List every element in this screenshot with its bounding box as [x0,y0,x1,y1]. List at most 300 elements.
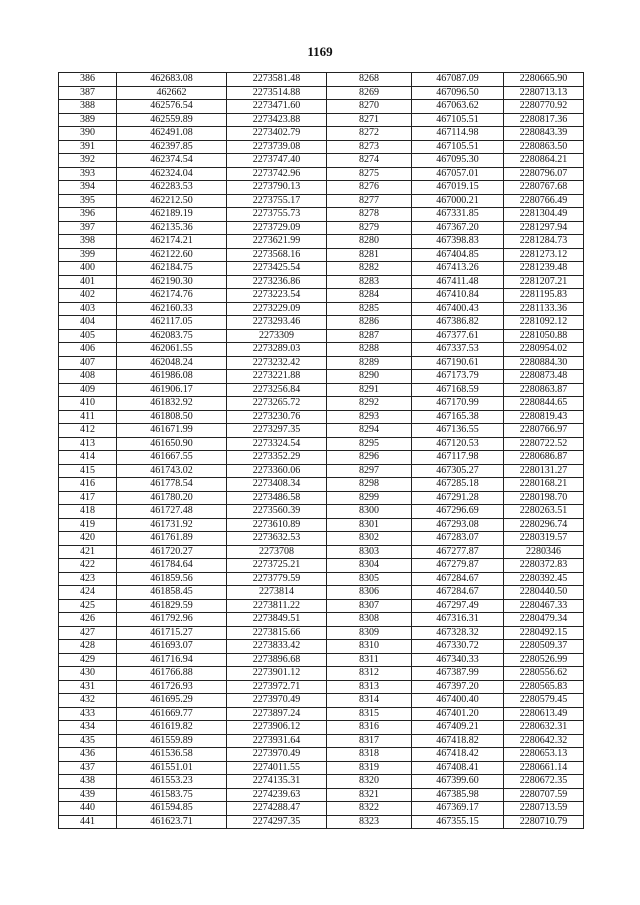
northing-right-cell: 2281050.88 [504,329,584,343]
northing-right-cell: 2280509.37 [504,640,584,654]
easting-right-cell: 467277.87 [412,545,504,559]
easting-left-cell: 461808.50 [117,410,227,424]
easting-left-cell: 462174.76 [117,289,227,303]
point-number-left-cell: 408 [59,370,117,384]
table-row [59,613,584,627]
table-row [59,532,584,546]
easting-right-cell: 467284.67 [412,572,504,586]
northing-right-cell: 2280672.35 [504,775,584,789]
point-number-right-cell: 8285 [327,302,412,316]
easting-right-cell: 467114.98 [412,127,504,141]
table-row [59,154,584,168]
point-number-right-cell: 8302 [327,532,412,546]
point-number-left-cell: 434 [59,721,117,735]
table-row [59,73,584,87]
northing-right-cell: 2280707.59 [504,788,584,802]
point-number-left-cell: 427 [59,626,117,640]
easting-left-cell: 461715.27 [117,626,227,640]
northing-right-cell: 2280492.15 [504,626,584,640]
northing-left-cell: 2273708 [227,545,327,559]
point-number-left-cell: 387 [59,86,117,100]
point-number-left-cell: 390 [59,127,117,141]
easting-left-cell: 462662 [117,86,227,100]
easting-left-cell: 461784.64 [117,559,227,573]
point-number-right-cell: 8304 [327,559,412,573]
northing-left-cell: 2273408.34 [227,478,327,492]
northing-right-cell: 2280296.74 [504,518,584,532]
point-number-left-cell: 428 [59,640,117,654]
easting-left-cell: 461551.01 [117,761,227,775]
northing-right-cell: 2280713.13 [504,86,584,100]
table-row [59,559,584,573]
table-row [59,289,584,303]
easting-right-cell: 467411.48 [412,275,504,289]
table-row [59,545,584,559]
northing-left-cell: 2273811.22 [227,599,327,613]
table-row [59,464,584,478]
easting-right-cell: 467117.98 [412,451,504,465]
point-number-left-cell: 429 [59,653,117,667]
table-row [59,653,584,667]
table-row [59,316,584,330]
easting-right-cell: 467404.85 [412,248,504,262]
northing-left-cell: 2273970.49 [227,748,327,762]
table-row [59,815,584,829]
northing-left-cell: 2273906.12 [227,721,327,735]
table-row [59,383,584,397]
easting-left-cell: 461720.27 [117,545,227,559]
easting-right-cell: 467136.55 [412,424,504,438]
northing-left-cell: 2273309 [227,329,327,343]
northing-right-cell: 2280954.02 [504,343,584,357]
table-row [59,802,584,816]
northing-right-cell: 2280665.90 [504,73,584,87]
easting-left-cell: 461623.71 [117,815,227,829]
easting-right-cell: 467305.27 [412,464,504,478]
easting-right-cell: 467165.38 [412,410,504,424]
northing-right-cell: 2280766.49 [504,194,584,208]
point-number-left-cell: 412 [59,424,117,438]
point-number-right-cell: 8283 [327,275,412,289]
point-number-right-cell: 8271 [327,113,412,127]
easting-left-cell: 462374.54 [117,154,227,168]
easting-left-cell: 461650.90 [117,437,227,451]
table-row [59,235,584,249]
point-number-right-cell: 8280 [327,235,412,249]
easting-right-cell: 467057.01 [412,167,504,181]
easting-right-cell: 467283.07 [412,532,504,546]
easting-right-cell: 467340.33 [412,653,504,667]
point-number-left-cell: 398 [59,235,117,249]
point-number-left-cell: 389 [59,113,117,127]
easting-right-cell: 467105.51 [412,113,504,127]
easting-right-cell: 467019.15 [412,181,504,195]
table-row [59,221,584,235]
point-number-left-cell: 386 [59,73,117,87]
northing-left-cell: 2273324.54 [227,437,327,451]
point-number-right-cell: 8316 [327,721,412,735]
northing-right-cell: 2280884.30 [504,356,584,370]
easting-left-cell: 461553.23 [117,775,227,789]
coordinates-table [58,72,584,829]
point-number-left-cell: 399 [59,248,117,262]
point-number-left-cell: 419 [59,518,117,532]
point-number-right-cell: 8317 [327,734,412,748]
table-row [59,113,584,127]
easting-left-cell: 461559.89 [117,734,227,748]
point-number-left-cell: 415 [59,464,117,478]
point-number-right-cell: 8275 [327,167,412,181]
easting-left-cell: 462122.60 [117,248,227,262]
easting-right-cell: 467409.21 [412,721,504,735]
northing-right-cell: 2280767.68 [504,181,584,195]
northing-left-cell: 2273360.06 [227,464,327,478]
northing-right-cell: 2280722.52 [504,437,584,451]
easting-left-cell: 462397.85 [117,140,227,154]
easting-left-cell: 461986.08 [117,370,227,384]
point-number-left-cell: 395 [59,194,117,208]
point-number-right-cell: 8305 [327,572,412,586]
northing-right-cell: 2280632.31 [504,721,584,735]
easting-left-cell: 462283.53 [117,181,227,195]
point-number-left-cell: 438 [59,775,117,789]
point-number-right-cell: 8281 [327,248,412,262]
table-row [59,208,584,222]
table-row [59,397,584,411]
easting-right-cell: 467297.49 [412,599,504,613]
point-number-right-cell: 8323 [327,815,412,829]
point-number-left-cell: 407 [59,356,117,370]
point-number-left-cell: 413 [59,437,117,451]
easting-left-cell: 461693.07 [117,640,227,654]
point-number-left-cell: 411 [59,410,117,424]
point-number-right-cell: 8301 [327,518,412,532]
easting-left-cell: 461669.77 [117,707,227,721]
point-number-right-cell: 8278 [327,208,412,222]
point-number-right-cell: 8306 [327,586,412,600]
table-row [59,626,584,640]
point-number-right-cell: 8319 [327,761,412,775]
point-number-right-cell: 8291 [327,383,412,397]
table-row [59,775,584,789]
northing-right-cell: 2280168.21 [504,478,584,492]
northing-left-cell: 2273568.16 [227,248,327,262]
easting-left-cell: 461619.82 [117,721,227,735]
easting-left-cell: 462048.24 [117,356,227,370]
point-number-left-cell: 440 [59,802,117,816]
point-number-left-cell: 425 [59,599,117,613]
point-number-right-cell: 8312 [327,667,412,681]
easting-right-cell: 467410.84 [412,289,504,303]
easting-left-cell: 462491.08 [117,127,227,141]
easting-left-cell: 461780.20 [117,491,227,505]
northing-right-cell: 2280873.48 [504,370,584,384]
table-row [59,437,584,451]
easting-left-cell: 461743.02 [117,464,227,478]
point-number-right-cell: 8309 [327,626,412,640]
easting-left-cell: 461792.96 [117,613,227,627]
northing-left-cell: 2273471.60 [227,100,327,114]
point-number-right-cell: 8286 [327,316,412,330]
table-row [59,86,584,100]
northing-left-cell: 2274135.31 [227,775,327,789]
point-number-left-cell: 437 [59,761,117,775]
northing-right-cell: 2280479.34 [504,613,584,627]
easting-left-cell: 461761.89 [117,532,227,546]
northing-left-cell: 2273230.76 [227,410,327,424]
easting-right-cell: 467369.17 [412,802,504,816]
point-number-left-cell: 405 [59,329,117,343]
easting-right-cell: 467367.20 [412,221,504,235]
northing-right-cell: 2280613.49 [504,707,584,721]
easting-left-cell: 461858.45 [117,586,227,600]
easting-right-cell: 467387.99 [412,667,504,681]
easting-right-cell: 467408.41 [412,761,504,775]
easting-right-cell: 467386.82 [412,316,504,330]
northing-right-cell: 2280766.97 [504,424,584,438]
easting-left-cell: 462117.05 [117,316,227,330]
point-number-left-cell: 418 [59,505,117,519]
point-number-right-cell: 8296 [327,451,412,465]
northing-left-cell: 2273425.54 [227,262,327,276]
easting-left-cell: 461671.99 [117,424,227,438]
easting-right-cell: 467328.32 [412,626,504,640]
point-number-right-cell: 8274 [327,154,412,168]
easting-right-cell: 467105.51 [412,140,504,154]
easting-right-cell: 467279.87 [412,559,504,573]
northing-right-cell: 2280686.87 [504,451,584,465]
table-row [59,761,584,775]
table-row [59,748,584,762]
page-number: 1169 [307,44,333,59]
point-number-right-cell: 8307 [327,599,412,613]
easting-left-cell: 462061.55 [117,343,227,357]
northing-left-cell: 2273236.86 [227,275,327,289]
northing-left-cell: 2273931.64 [227,734,327,748]
point-number-right-cell: 8310 [327,640,412,654]
northing-right-cell: 2281297.94 [504,221,584,235]
point-number-left-cell: 424 [59,586,117,600]
northing-right-cell: 2280556.62 [504,667,584,681]
northing-left-cell: 2273755.73 [227,208,327,222]
table-row [59,329,584,343]
table-row [59,370,584,384]
easting-left-cell: 461731.92 [117,518,227,532]
northing-left-cell: 2273972.71 [227,680,327,694]
northing-left-cell: 2274239.63 [227,788,327,802]
easting-left-cell: 461695.29 [117,694,227,708]
point-number-left-cell: 426 [59,613,117,627]
point-number-right-cell: 8288 [327,343,412,357]
table-row [59,478,584,492]
point-number-right-cell: 8284 [327,289,412,303]
northing-right-cell: 2280392.45 [504,572,584,586]
point-number-right-cell: 8290 [327,370,412,384]
point-number-left-cell: 388 [59,100,117,114]
table-row [59,275,584,289]
easting-right-cell: 467095.30 [412,154,504,168]
northing-left-cell: 2273814 [227,586,327,600]
point-number-left-cell: 396 [59,208,117,222]
point-number-left-cell: 410 [59,397,117,411]
easting-right-cell: 467377.61 [412,329,504,343]
easting-left-cell: 461594.85 [117,802,227,816]
northing-left-cell: 2273256.84 [227,383,327,397]
northing-right-cell: 2281207.21 [504,275,584,289]
easting-right-cell: 467063.62 [412,100,504,114]
northing-right-cell: 2280770.92 [504,100,584,114]
point-number-left-cell: 416 [59,478,117,492]
point-number-left-cell: 441 [59,815,117,829]
easting-left-cell: 461667.55 [117,451,227,465]
point-number-right-cell: 8297 [327,464,412,478]
table-row [59,181,584,195]
northing-right-cell: 2280263.51 [504,505,584,519]
easting-right-cell: 467168.59 [412,383,504,397]
point-number-right-cell: 8299 [327,491,412,505]
point-number-right-cell: 8298 [327,478,412,492]
northing-right-cell: 2281092.12 [504,316,584,330]
northing-left-cell: 2273293.46 [227,316,327,330]
northing-left-cell: 2273265.72 [227,397,327,411]
northing-right-cell: 2280579.45 [504,694,584,708]
easting-left-cell: 461536.58 [117,748,227,762]
point-number-left-cell: 421 [59,545,117,559]
point-number-right-cell: 8321 [327,788,412,802]
table-row [59,599,584,613]
northing-left-cell: 2273352.29 [227,451,327,465]
table-row [59,694,584,708]
northing-right-cell: 2280642.32 [504,734,584,748]
point-number-left-cell: 397 [59,221,117,235]
point-number-left-cell: 391 [59,140,117,154]
easting-left-cell: 462683.08 [117,73,227,87]
northing-right-cell: 2280796.07 [504,167,584,181]
point-number-left-cell: 420 [59,532,117,546]
easting-right-cell: 467316.31 [412,613,504,627]
table-row [59,518,584,532]
northing-left-cell: 2273289.03 [227,343,327,357]
northing-left-cell: 2273632.53 [227,532,327,546]
point-number-right-cell: 8320 [327,775,412,789]
point-number-right-cell: 8322 [327,802,412,816]
point-number-left-cell: 436 [59,748,117,762]
table-row [59,424,584,438]
northing-left-cell: 2273229.09 [227,302,327,316]
northing-right-cell: 2280819.43 [504,410,584,424]
northing-left-cell: 2273897.24 [227,707,327,721]
point-number-left-cell: 403 [59,302,117,316]
easting-right-cell: 467190.61 [412,356,504,370]
easting-left-cell: 461859.56 [117,572,227,586]
table-row [59,356,584,370]
point-number-left-cell: 400 [59,262,117,276]
northing-right-cell: 2281273.12 [504,248,584,262]
easting-left-cell: 461829.59 [117,599,227,613]
easting-right-cell: 467330.72 [412,640,504,654]
easting-right-cell: 467170.99 [412,397,504,411]
easting-right-cell: 467418.42 [412,748,504,762]
northing-left-cell: 2274288.47 [227,802,327,816]
point-number-right-cell: 8293 [327,410,412,424]
northing-left-cell: 2273297.35 [227,424,327,438]
easting-left-cell: 462559.89 [117,113,227,127]
northing-left-cell: 2273755.17 [227,194,327,208]
table-row [59,640,584,654]
northing-left-cell: 2273729.09 [227,221,327,235]
table-row [59,410,584,424]
northing-right-cell: 2280198.70 [504,491,584,505]
point-number-right-cell: 8311 [327,653,412,667]
northing-left-cell: 2273221.88 [227,370,327,384]
point-number-left-cell: 433 [59,707,117,721]
table-row [59,167,584,181]
northing-right-cell: 2280565.83 [504,680,584,694]
northing-right-cell: 2280710.79 [504,815,584,829]
easting-right-cell: 467296.69 [412,505,504,519]
point-number-left-cell: 392 [59,154,117,168]
northing-left-cell: 2273621.99 [227,235,327,249]
easting-left-cell: 462190.30 [117,275,227,289]
point-number-right-cell: 8272 [327,127,412,141]
northing-left-cell: 2273486.58 [227,491,327,505]
northing-right-cell: 2281304.49 [504,208,584,222]
northing-right-cell: 2281195.83 [504,289,584,303]
easting-left-cell: 461716.94 [117,653,227,667]
point-number-right-cell: 8308 [327,613,412,627]
easting-right-cell: 467285.18 [412,478,504,492]
northing-right-cell: 2280440.50 [504,586,584,600]
table-row [59,302,584,316]
northing-left-cell: 2273610.89 [227,518,327,532]
easting-right-cell: 467284.67 [412,586,504,600]
northing-left-cell: 2273833.42 [227,640,327,654]
point-number-left-cell: 431 [59,680,117,694]
northing-left-cell: 2273725.21 [227,559,327,573]
point-number-right-cell: 8303 [327,545,412,559]
easting-left-cell: 462160.33 [117,302,227,316]
easting-right-cell: 467355.15 [412,815,504,829]
point-number-left-cell: 430 [59,667,117,681]
easting-left-cell: 462189.19 [117,208,227,222]
northing-left-cell: 2273970.49 [227,694,327,708]
point-number-left-cell: 404 [59,316,117,330]
table-row [59,572,584,586]
table-row [59,788,584,802]
point-number-right-cell: 8318 [327,748,412,762]
easting-left-cell: 461727.48 [117,505,227,519]
easting-right-cell: 467397.20 [412,680,504,694]
point-number-right-cell: 8292 [327,397,412,411]
easting-right-cell: 467401.20 [412,707,504,721]
northing-left-cell: 2274011.55 [227,761,327,775]
northing-right-cell: 2280817.36 [504,113,584,127]
easting-right-cell: 467096.50 [412,86,504,100]
northing-left-cell: 2273223.54 [227,289,327,303]
point-number-right-cell: 8268 [327,73,412,87]
easting-left-cell: 461906.17 [117,383,227,397]
easting-left-cell: 462212.50 [117,194,227,208]
northing-left-cell: 2273581.48 [227,73,327,87]
point-number-right-cell: 8295 [327,437,412,451]
easting-right-cell: 467291.28 [412,491,504,505]
easting-right-cell: 467399.60 [412,775,504,789]
point-number-right-cell: 8273 [327,140,412,154]
northing-right-cell: 2280843.39 [504,127,584,141]
easting-left-cell: 462324.04 [117,167,227,181]
northing-right-cell: 2280661.14 [504,761,584,775]
point-number-left-cell: 423 [59,572,117,586]
